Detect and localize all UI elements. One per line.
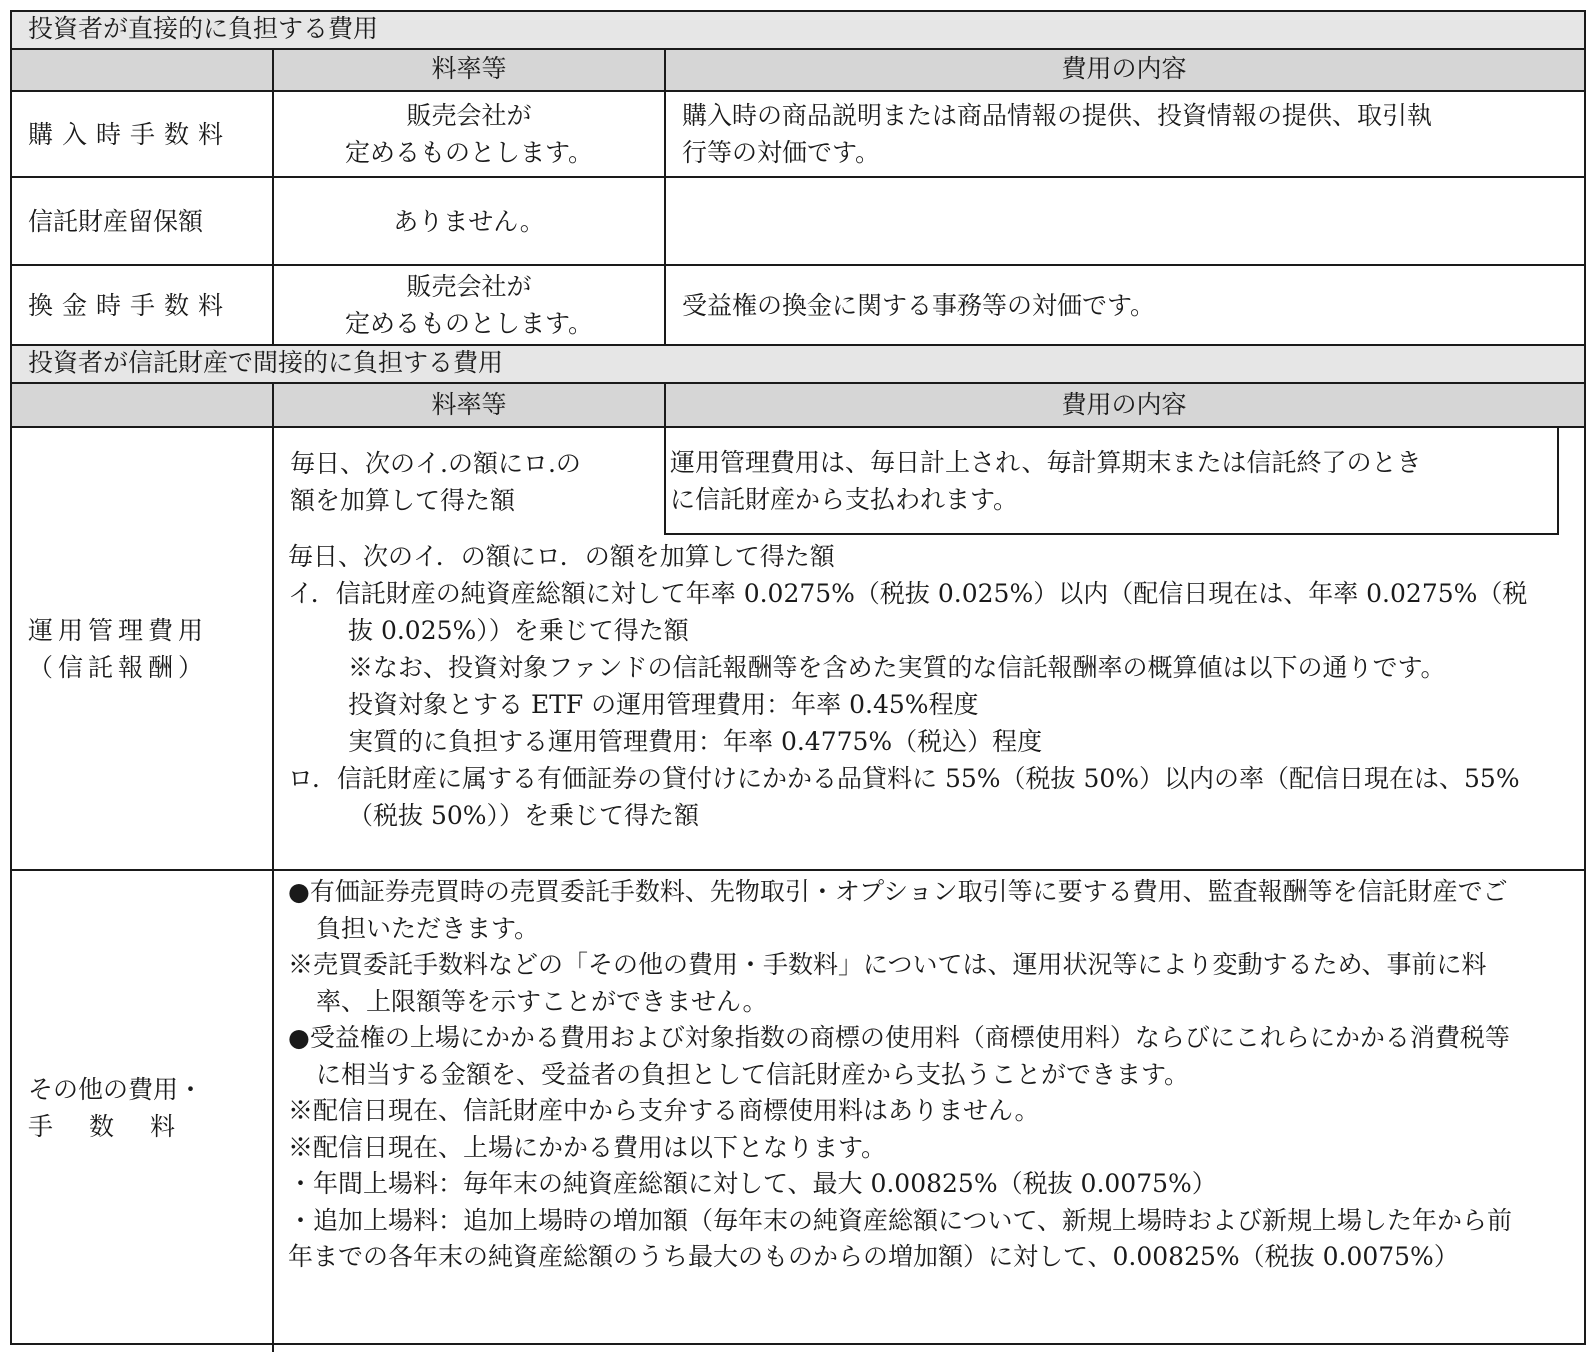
row-rate-management-fee	[288, 442, 664, 522]
section-title-direct: 投資者が直接的に負担する費用	[12, 12, 1584, 50]
section-title-indirect: 投資者が信託財産で間接的に負担する費用	[12, 346, 1584, 384]
row-label-management-fee	[12, 428, 272, 869]
content-line: 購入時の商品説明または商品情報の提供、投資情報の提供、取引執	[682, 101, 1433, 130]
row-rate-purchase-fee	[274, 92, 664, 176]
other-p3: ●受益権の上場にかかる費用および対象指数の商標の使用料（商標使用料）ならびにこれらにかかる消費税等に相当する金額を、受益者の負担として信託財産から支払うことができます。	[288, 1023, 1510, 1089]
detail-item-ro: ロ．信託財産に属する有価証券の貸付けにかかる品貸料に 55%（税抜 50%）以内の率（配信日現在は、55%（税抜 50%））を乗じて得た額	[288, 764, 1520, 830]
other-p6: ・年間上場料：毎年末の純資産総額に対して、最大 0.00825%（税抜 0.0075%）	[288, 1169, 1217, 1198]
header-content: 費用の内容	[1061, 390, 1187, 419]
other-p5: ※配信日現在、上場にかかる費用は以下となります。	[288, 1132, 887, 1162]
header-content: 費用の内容	[1061, 54, 1187, 83]
detail-real-fee: 実質的に負担する運用管理費用：年率 0.4775%（税込）程度	[348, 727, 1043, 756]
label-line: 手数料	[28, 1112, 212, 1141]
detail-etf-fee: 投資対象とする ETF の運用管理費用：年率 0.45%程度	[348, 690, 979, 719]
section1-header-row	[12, 50, 1584, 92]
header-rate: 料率等	[431, 54, 507, 83]
rate-line: 額を加算して得た額	[290, 486, 516, 515]
rate-line: 毎日、次のイ.の額にロ.の	[290, 449, 581, 478]
row-label-redemption-fee: 換金時手数料	[28, 290, 233, 320]
fee-table	[10, 10, 1586, 1345]
header-rate: 料率等	[431, 390, 507, 419]
other-p7: ・追加上場料：追加上場時の増加額（毎年末の純資産総額について、新規上場時および新規上場した年から前年までの各年末の純資産総額のうち最大のものからの増加額）に対して、0.00825%（税抜 0.0075%）	[288, 1205, 1513, 1271]
rate-line: 販売会社が	[406, 101, 532, 130]
rate-line: 定めるものとします。	[344, 138, 593, 167]
row-content-purchase-fee	[666, 92, 1584, 176]
detail-item-i: イ．信託財産の純資産総額に対して年率 0.0275%（税抜 0.025%）以内（配信日現在は、年率 0.0275%（税抜 0.025%））を乗じて得た額	[288, 579, 1528, 645]
row-rate-redemption-fee	[274, 266, 664, 344]
other-fees-detail	[288, 874, 1528, 1276]
row-label-retention: 信託財産留保額	[28, 206, 204, 236]
rate-line: 定めるものとします。	[344, 309, 593, 338]
other-p1: ●有価証券売買時の売買委託手数料、先物取引・オプション取引等に要する費用、監査報酬等を信託財産でご負担いただきます。	[288, 877, 1508, 943]
row-rate-retention	[274, 178, 664, 264]
detail-intro: 毎日、次のイ．の額にロ．の額を加算して得た額	[288, 542, 835, 571]
row-content-redemption-fee	[666, 266, 1584, 344]
rate-line: ありません。	[393, 206, 545, 236]
content-line: 行等の対価です。	[682, 138, 881, 167]
label-line: 運用管理費用	[28, 615, 209, 645]
other-p2: ※売買委託手数料などの「その他の費用・手数料」については、運用状況等により変動するため、事前に料率、上限額等を示すことができません。	[288, 950, 1487, 1016]
row-label-other-fees	[12, 871, 272, 1345]
section2-header-row	[12, 384, 1584, 428]
detail-note: ※なお、投資対象ファンドの信託報酬等を含めた実質的な信託報酬率の概算値は以下の通りです。	[348, 653, 1446, 682]
row-label-purchase-fee: 購入時手数料	[28, 119, 233, 149]
content-line: 運用管理費用は、毎日計上され、毎計算期末または信託終了のとき	[670, 447, 1422, 477]
label-line: その他の費用・	[28, 1075, 204, 1104]
content-line: 受益権の換金に関する事務等の対価です。	[682, 290, 1156, 320]
rate-line: 販売会社が	[406, 272, 532, 301]
row-content-management-fee	[664, 428, 1559, 535]
other-p4: ※配信日現在、信託財産中から支弁する商標使用料はありません。	[288, 1096, 1040, 1125]
management-fee-detail	[288, 538, 1528, 834]
label-line: （信託報酬）	[28, 652, 209, 682]
content-line: に信託財産から支払われます。	[670, 484, 1019, 514]
